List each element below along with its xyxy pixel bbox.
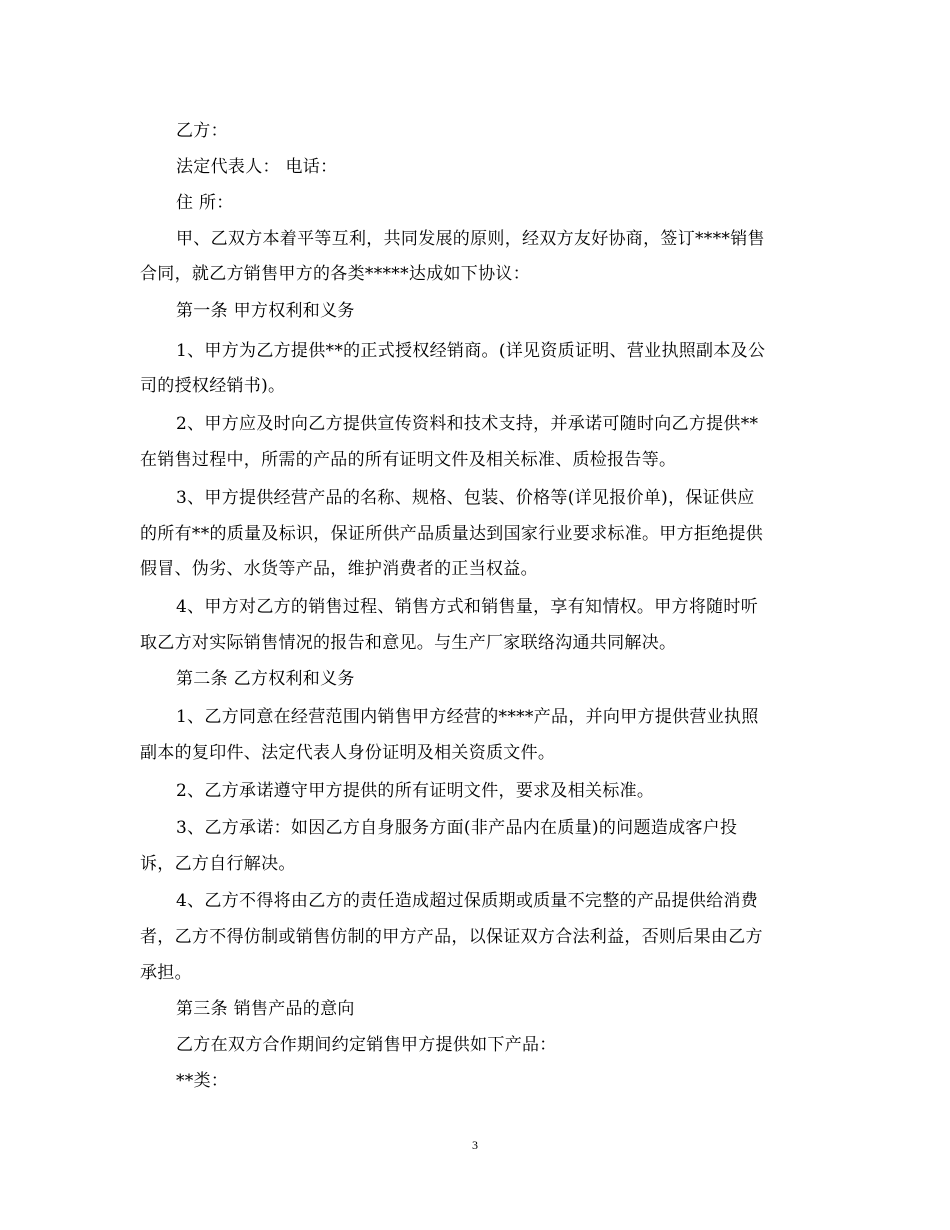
article-2-item-3-line: 诉，乙方自行解决。 (140, 854, 296, 874)
intro-paragraph-line: 甲、乙双方本着平等互利，共同发展的原则，经双方友好协商，签订****销售 (176, 229, 765, 249)
article-1-item-3-line: 的所有**的质量及标识，保证所供产品质量达到国家行业要求标准。甲方拒绝提供 (140, 524, 764, 544)
article-2-item-4-line: 承担。 (140, 963, 192, 983)
article-1-item-2-line: 2、甲方应及时向乙方提供宣传资料和技术支持，并承诺可随时向乙方提供** (176, 414, 759, 434)
article-1-heading: 第一条 甲方权利和义务 (176, 301, 355, 321)
article-3-intro: 乙方在双方合作期间约定销售甲方提供如下产品： (176, 1035, 557, 1055)
article-2-item-3-line: 3、乙方承诺：如因乙方自身服务方面(非产品内在质量)的问题造成客户投 (176, 818, 738, 838)
address-line: 住 所： (176, 193, 234, 213)
article-2-item-4-line: 4、乙方不得将由乙方的责任造成超过保质期或质量不完整的产品提供给消费 (176, 891, 759, 911)
page-number: 3 (472, 1138, 478, 1152)
article-3-heading: 第三条 销售产品的意向 (176, 999, 355, 1019)
article-2-item-1-line: 副本的复印件、法定代表人身份证明及相关资质文件。 (140, 743, 556, 763)
article-1-item-4-line: 4、甲方对乙方的销售过程、销售方式和销售量，享有知情权。甲方将随时听 (176, 597, 759, 617)
article-1-item-2-line: 在销售过程中，所需的产品的所有证明文件及相关标准、质检报告等。 (140, 450, 677, 470)
article-2-item-4-line: 者，乙方不得仿制或销售仿制的甲方产品，以保证双方合法利益，否则后果由乙方 (140, 927, 763, 947)
product-category-line: **类： (176, 1071, 229, 1091)
article-1-item-1-line: 司的授权经销书)。 (140, 376, 286, 396)
party-b-label: 乙方： (176, 121, 228, 141)
article-2-heading: 第二条 乙方权利和义务 (176, 669, 355, 689)
legal-representative-phone-line: 法定代表人： 电话： (176, 157, 338, 177)
article-1-item-3-line: 3、甲方提供经营产品的名称、规格、包装、价格等(详见报价单)，保证供应 (176, 488, 755, 508)
article-1-item-3-line: 假冒、伪劣、水货等产品，维护消费者的正当权益。 (140, 559, 538, 579)
article-2-item-2-line: 2、乙方承诺遵守甲方提供的所有证明文件，要求及相关标准。 (176, 781, 655, 801)
article-2-item-1-line: 1、乙方同意在经营范围内销售甲方经营的****产品，并向甲方提供营业执照 (176, 707, 759, 727)
article-1-item-4-line: 取乙方对实际销售情况的报告和意见。与生产厂家联络沟通共同解决。 (140, 633, 677, 653)
intro-paragraph-line: 合同，就乙方销售甲方的各类*****达成如下协议： (140, 264, 530, 284)
article-1-item-1-line: 1、甲方为乙方提供**的正式授权经销商。(详见资质证明、营业执照副本及公 (176, 341, 766, 361)
